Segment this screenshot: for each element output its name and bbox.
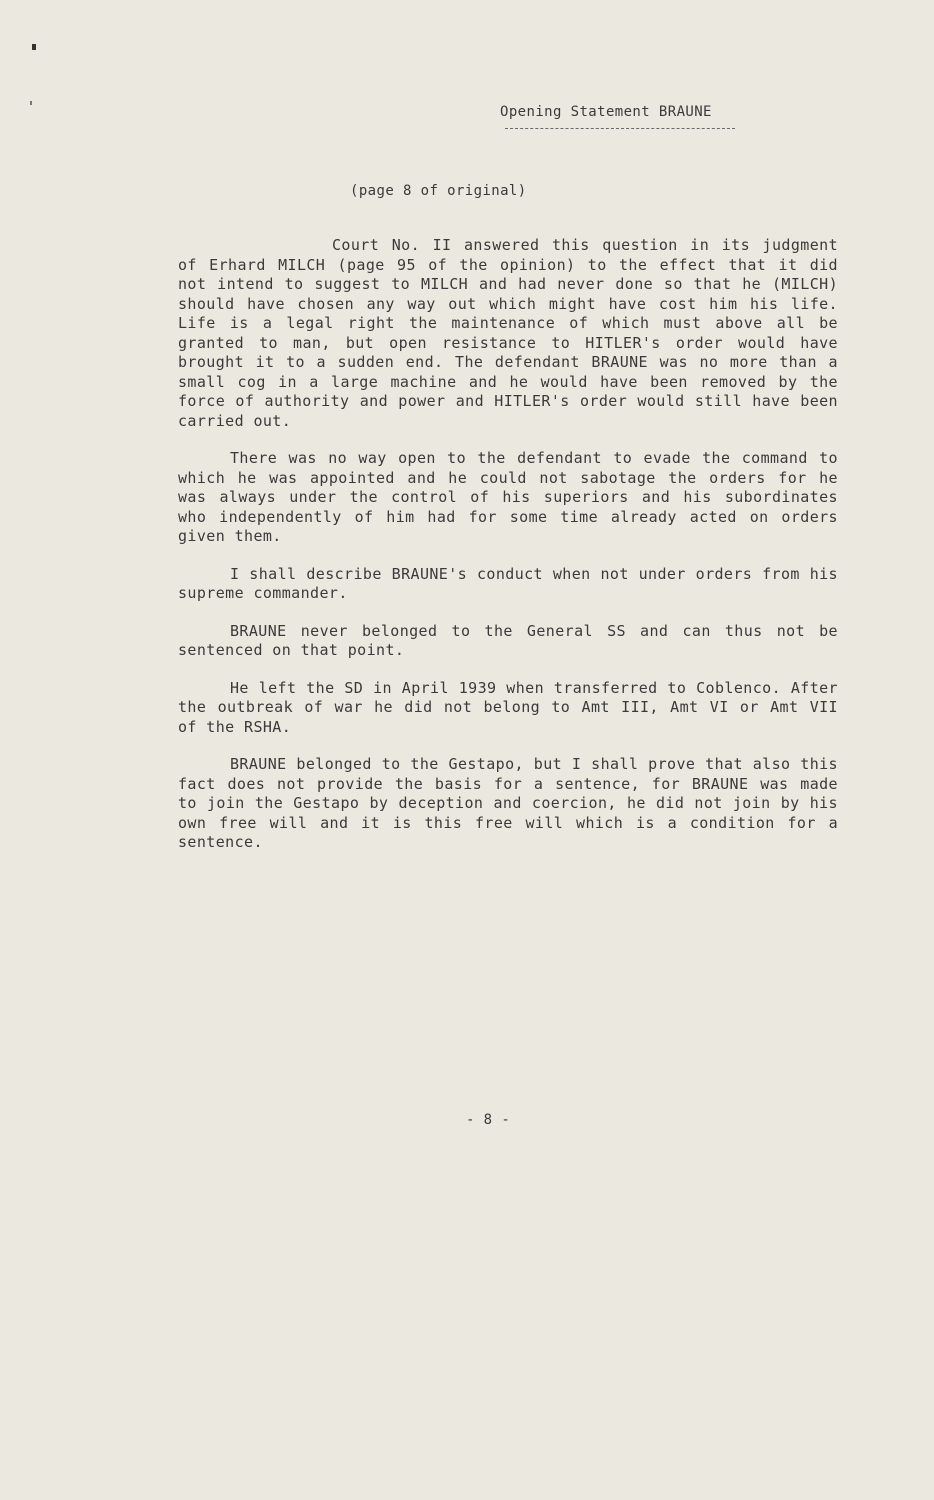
document-header: Opening Statement BRAUNE	[500, 104, 712, 120]
ink-mark	[30, 101, 32, 105]
header-underline	[505, 128, 735, 129]
original-page-reference: (page 8 of original)	[350, 183, 527, 199]
paragraph-2: There was no way open to the defendant to evade the command to which he was appointed and he could not sabotage the orders for he was always under the control of his superiors and his subordinates who independently of him had for some time already acted on orders given them.	[178, 449, 838, 545]
paragraph-5: He left the SD in April 1939 when transferred to Coblenco. After the outbreak of war he did not belong to Amt III, Amt VI or Amt VII of the RSHA.	[178, 678, 838, 736]
ink-mark	[32, 44, 36, 50]
paragraph-1: Court No. II answered this question in its judgment of Erhard MILCH (page 95 of the opinion) to the effect that it did not intend to suggest to MILCH and had never done so that he (MILCH) should have chosen any way out which might have cost him his life. Life is a legal right the maintenance of which must above all be granted to man, but open resistance to HITLER's order would have brought it to a sudden end. The defendant BRAUNE was no more than a small cog in a large machine and he would have been removed by the force of authority and power and HITLER's order would still have been carried out.	[178, 236, 838, 430]
paragraph-4: BRAUNE never belonged to the General SS and can thus not be sentenced on that point.	[178, 621, 838, 659]
document-body	[178, 236, 838, 871]
paragraph-6: BRAUNE belonged to the Gestapo, but I shall prove that also this fact does not provide the basis for a sentence, for BRAUNE was made to join the Gestapo by deception and coercion, he did not join by his own free will and it is this free will which is a condition for a sentence.	[178, 755, 838, 851]
page-number: - 8 -	[466, 1112, 511, 1128]
paragraph-3: I shall describe BRAUNE's conduct when not under orders from his supreme commander.	[178, 564, 838, 602]
